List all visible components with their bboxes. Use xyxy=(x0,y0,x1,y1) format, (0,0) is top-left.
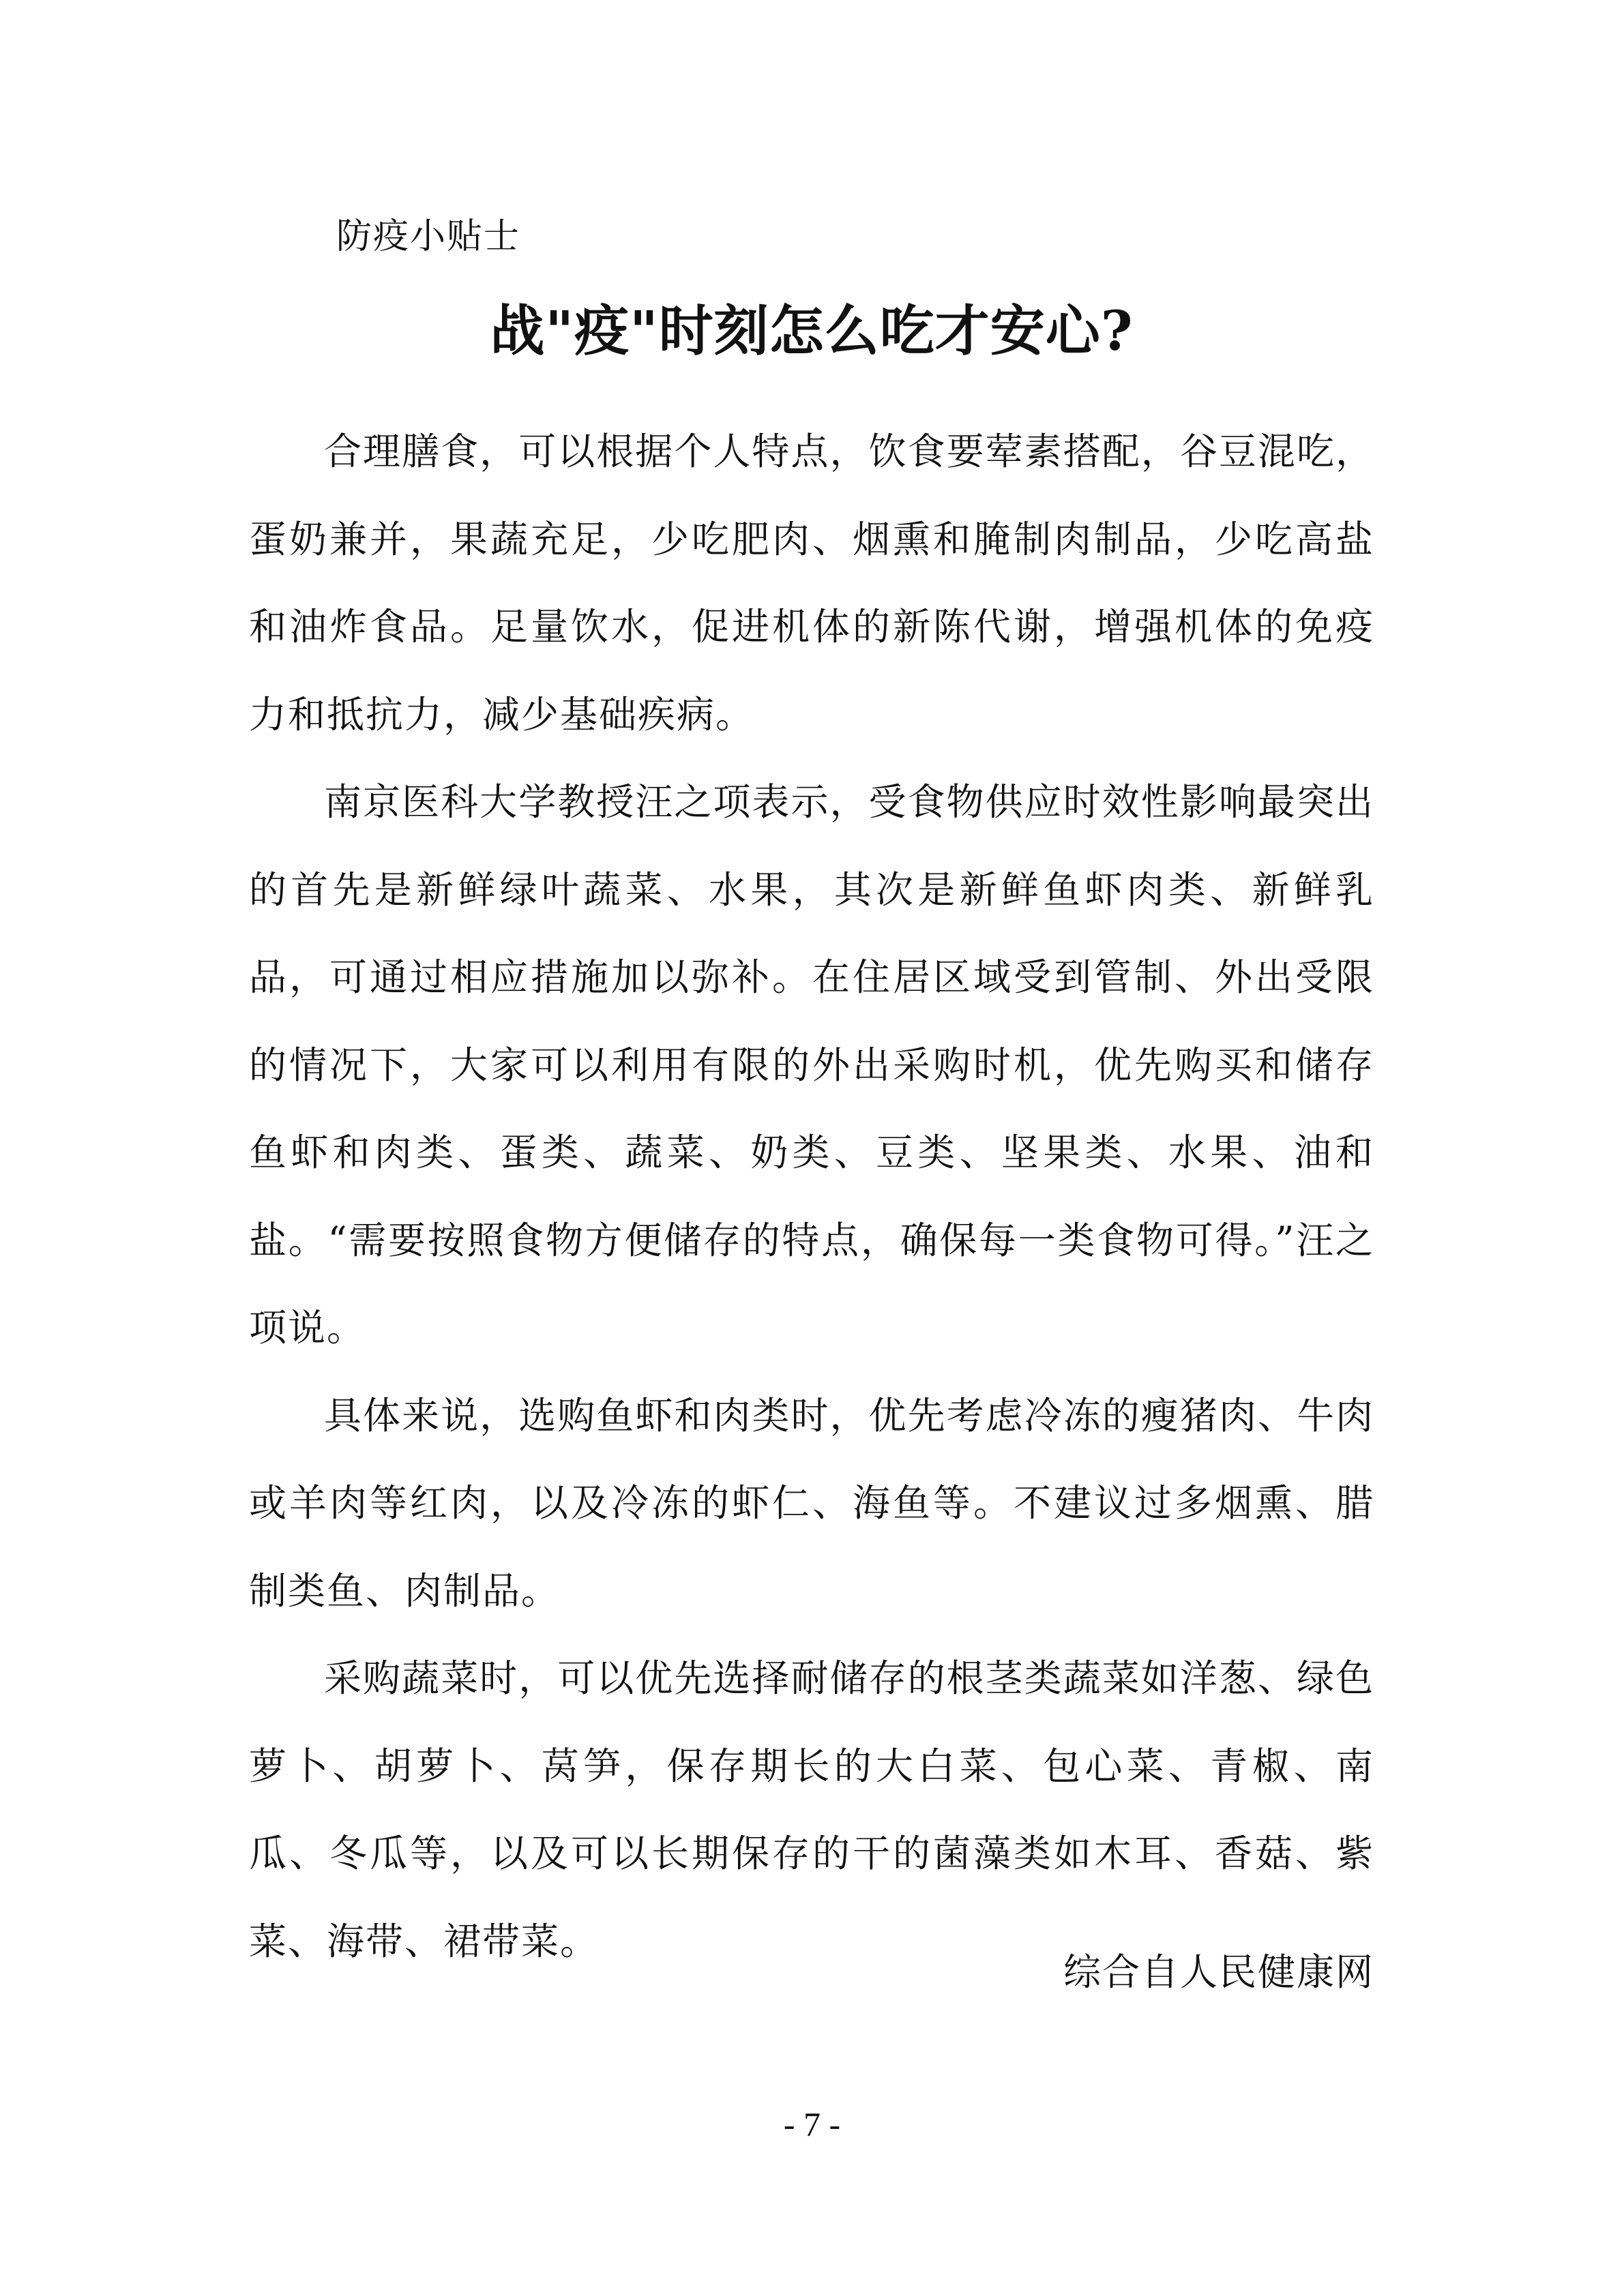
article-body xyxy=(249,408,1374,1985)
article-headline: 战"疫"时刻怎么吃才安心? xyxy=(490,299,1134,363)
paragraph-diet-advice: 合理膳食，可以根据个人特点，饮食要荤素搭配，谷豆混吃，蛋奶兼并，果蔬充足，少吃肥肉、烟熏和腌制肉制品，少吃高盐和油炸食品。足量饮水，促进机体的新陈代谢，增强机体的免疫力和抵抗力，减少基础疾病。 xyxy=(249,430,1374,736)
column-tag: 防疫小贴士 xyxy=(336,216,521,257)
paragraph-meat-selection: 具体来说，选购鱼虾和肉类时，优先考虑冷冻的瘦猪肉、牛肉或羊肉等红肉，以及冷冻的虾仁、海鱼等。不建议过多烟熏、腊制类鱼、肉制品。 xyxy=(249,1393,1374,1613)
paragraph-expert-quote: 南京医科大学教授汪之项表示，受食物供应时效性影响最突出的首先是新鲜绿叶蔬菜、水果，其次是新鲜鱼虾肉类、新鲜乳品，可通过相应措施加以弥补。在住居区域受到管制、外出受限的情况下，大家可以利用有限的外出采购时机，优先购买和储存鱼虾和肉类、蛋类、蔬菜、奶类、豆类、坚果类、水果、油和盐。“需要按照食物方便储存的特点，确保每一类食物可得。”汪之项说。 xyxy=(249,780,1374,1350)
source-attribution: 综合自人民健康网 xyxy=(1063,1950,1374,1994)
paragraph-vegetable-selection: 采购蔬菜时，可以优先选择耐储存的根茎类蔬菜如洋葱、绿色萝卜、胡萝卜、莴笋，保存期长的大白菜、包心菜、青椒、南瓜、冬瓜等，以及可以长期保存的干的菌藻类如木耳、香菇、紫菜、海带、裙带菜。 xyxy=(249,1656,1374,1963)
page-number: - 7 - xyxy=(783,2105,841,2143)
